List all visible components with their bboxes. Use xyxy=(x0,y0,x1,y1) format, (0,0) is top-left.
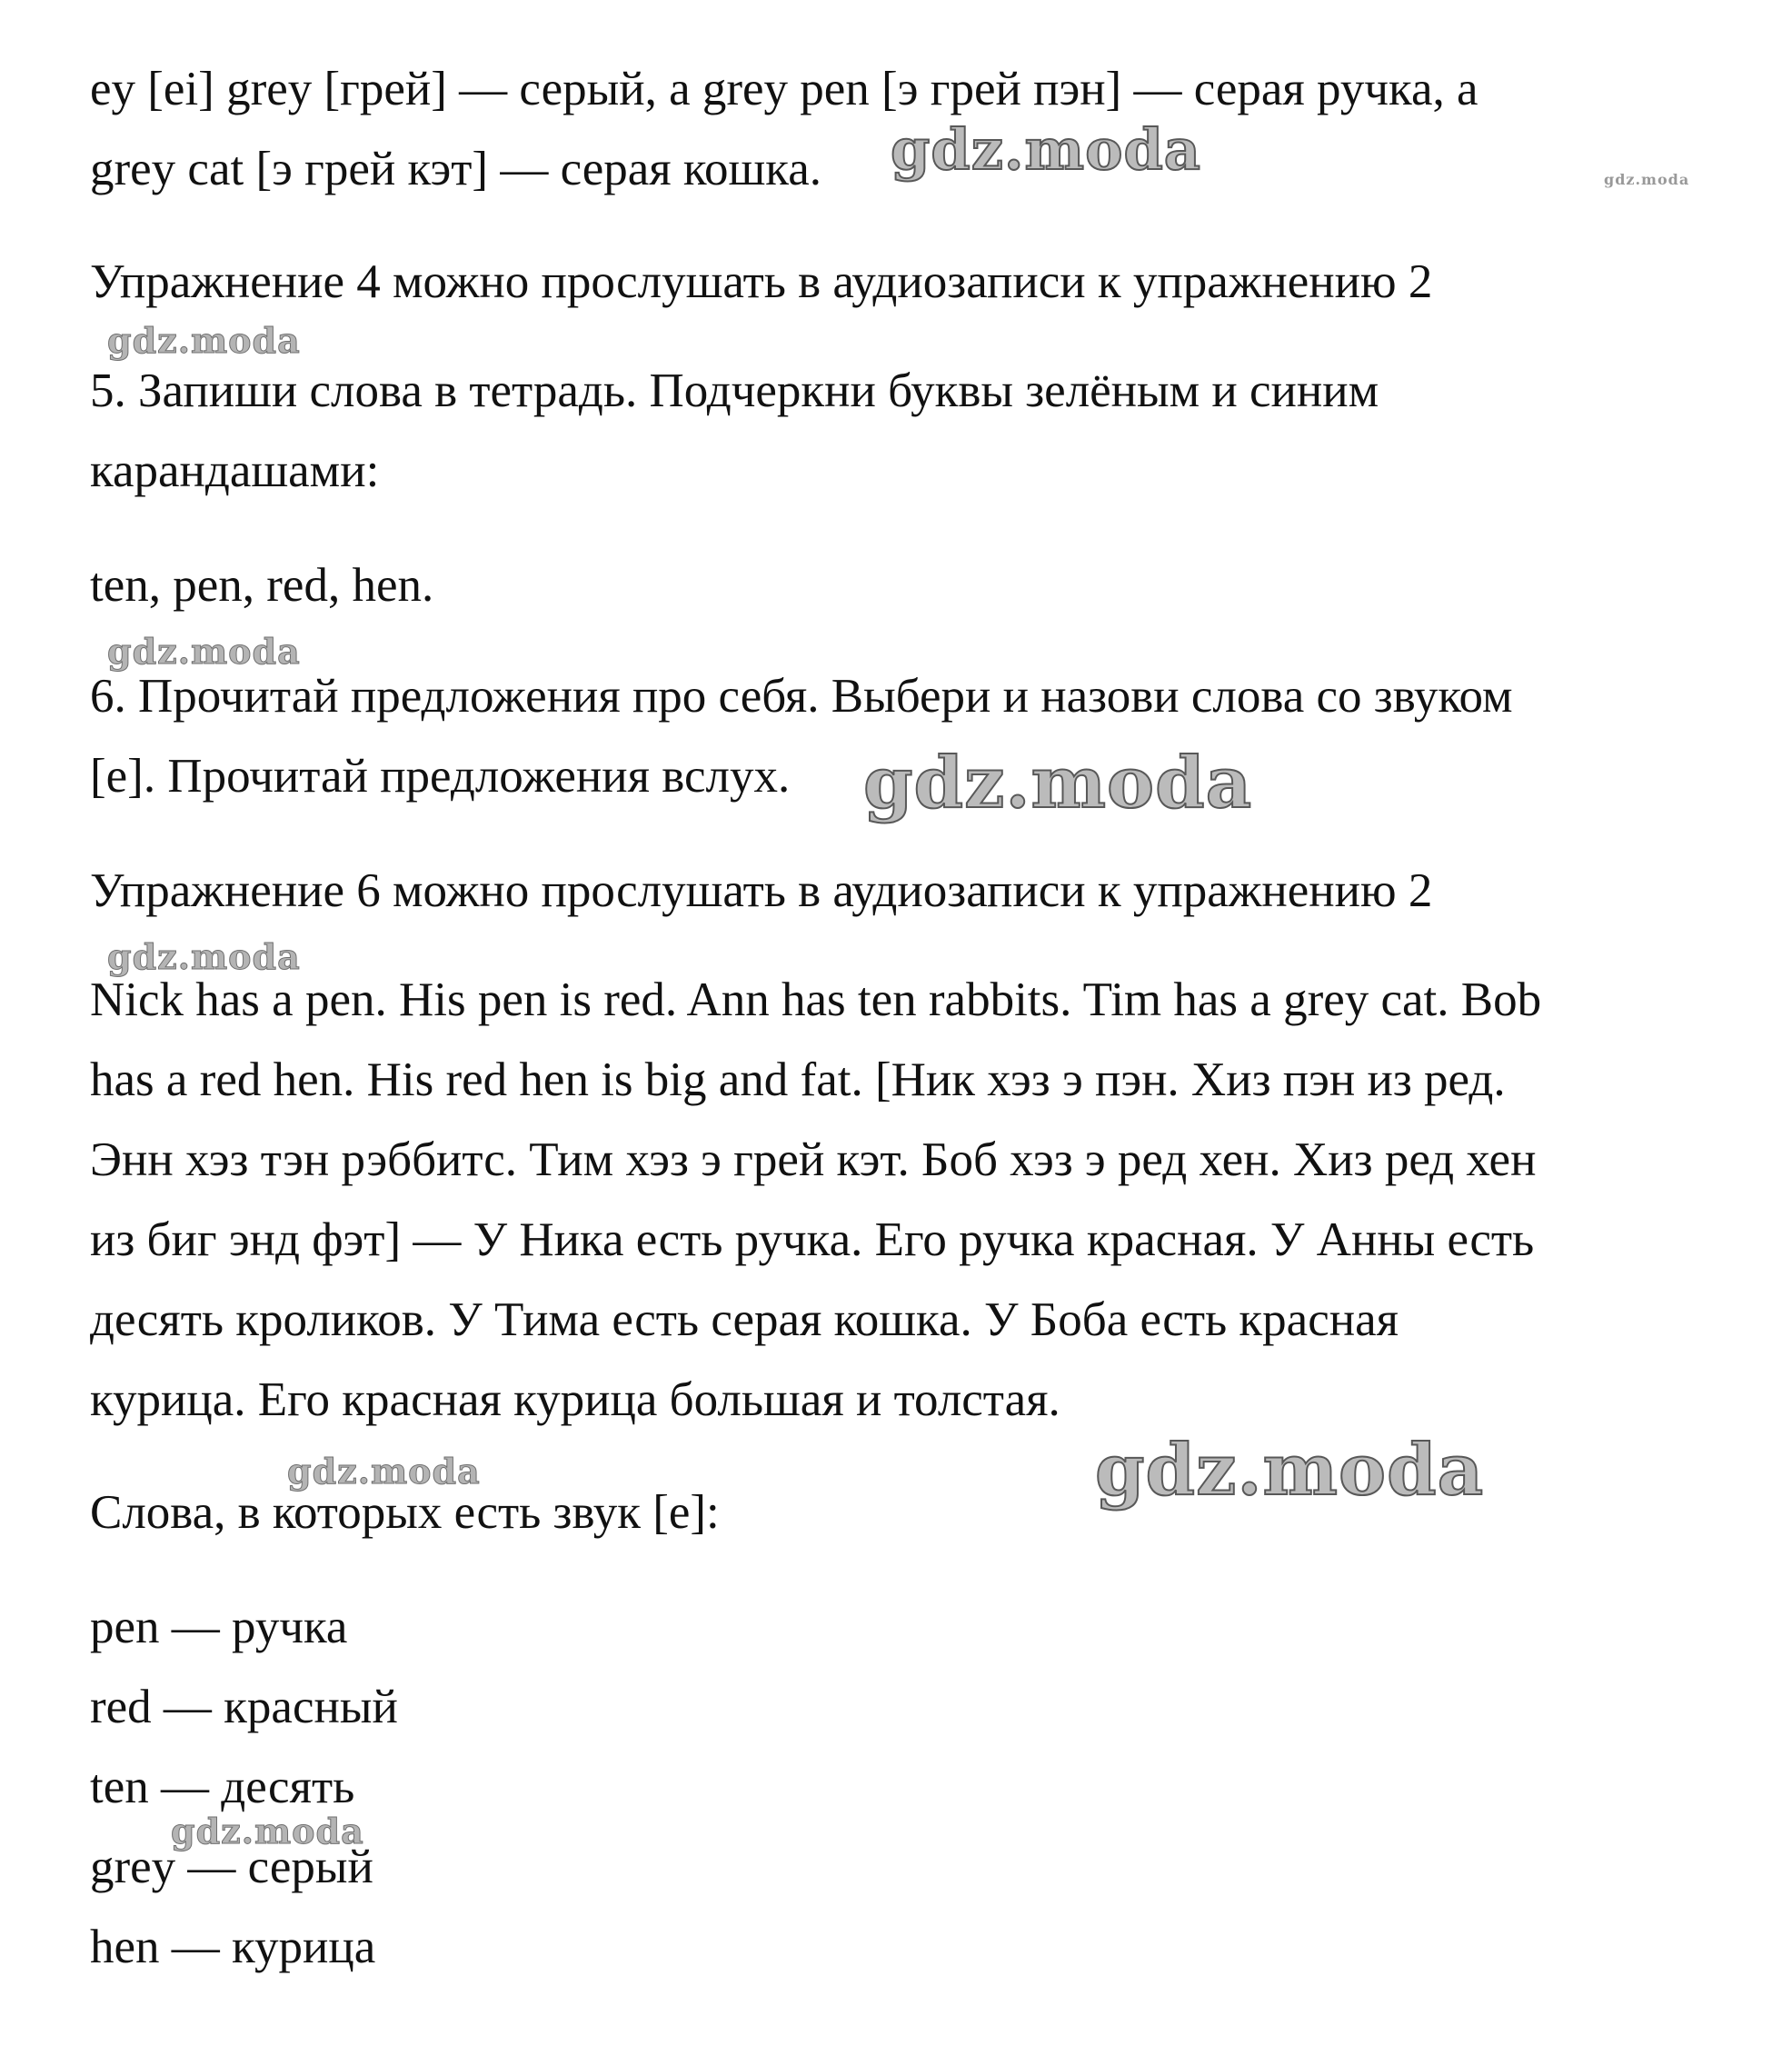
text-line: has a red hen. His red hen is big and fat. [Ник хэз э пэн. Хиз пэн из ред. xyxy=(90,1053,1506,1106)
text-line: десять кроликов. У Тима есть серая кошка. У Боба есть красная xyxy=(90,1293,1399,1346)
word-list-item: grey — серый xyxy=(90,1841,373,1893)
text-line: Nick has a pen. His pen is red. Ann has ten rabbits. Tim has a grey cat. Bob xyxy=(90,973,1542,1026)
watermark: gdz.moda xyxy=(171,1811,364,1851)
exercise-heading: карандашами: xyxy=(90,444,380,497)
watermark: gdz.moda xyxy=(107,936,301,977)
watermark: gdz.moda xyxy=(287,1451,481,1492)
watermark: gdz.moda xyxy=(863,742,1253,824)
text-line: ten, pen, red, hen. xyxy=(90,559,434,612)
text-line: из биг энд фэт] — У Ника есть ручка. Его ручка красная. У Анны есть xyxy=(90,1213,1535,1266)
watermark: gdz.moda xyxy=(891,116,1201,183)
text-line: ey [ei] grey [грей] — серый, a grey pen [э грей пэн] — серая ручка, a xyxy=(90,63,1478,115)
text-line: Упражнение 6 можно прослушать в аудиозаписи к упражнению 2 xyxy=(90,864,1433,917)
exercise-heading: 6. Прочитай предложения про себя. Выбери и назови слова со звуком xyxy=(90,670,1513,723)
word-list-item: hen — курица xyxy=(90,1921,376,1973)
text-line: grey cat [э грей кэт] — серая кошка. xyxy=(90,143,822,195)
watermark: gdz.moda xyxy=(107,320,301,361)
watermark: gdz.moda xyxy=(107,631,301,672)
word-list-item: red — красный xyxy=(90,1681,398,1733)
exercise-heading: 5. Запиши слова в тетрадь. Подчеркни буквы зелёным и синим xyxy=(90,364,1379,417)
exercise-heading: [e]. Прочитай предложения вслух. xyxy=(90,750,791,803)
word-list-item: ten — десять xyxy=(90,1761,355,1813)
word-list-item: pen — ручка xyxy=(90,1601,348,1653)
text-line: Слова, в которых есть звук [e]: xyxy=(90,1486,720,1539)
watermark: gdz.moda xyxy=(1604,171,1690,188)
text-line: Энн хэз тэн рэббитс. Тим хэз э грей кэт. Боб хэз э ред хен. Хиз ред хен xyxy=(90,1133,1537,1186)
watermark: gdz.moda xyxy=(1095,1429,1485,1512)
text-line: Упражнение 4 можно прослушать в аудиозаписи к упражнению 2 xyxy=(90,255,1433,308)
text-line: курица. Его красная курица большая и толстая. xyxy=(90,1373,1060,1426)
